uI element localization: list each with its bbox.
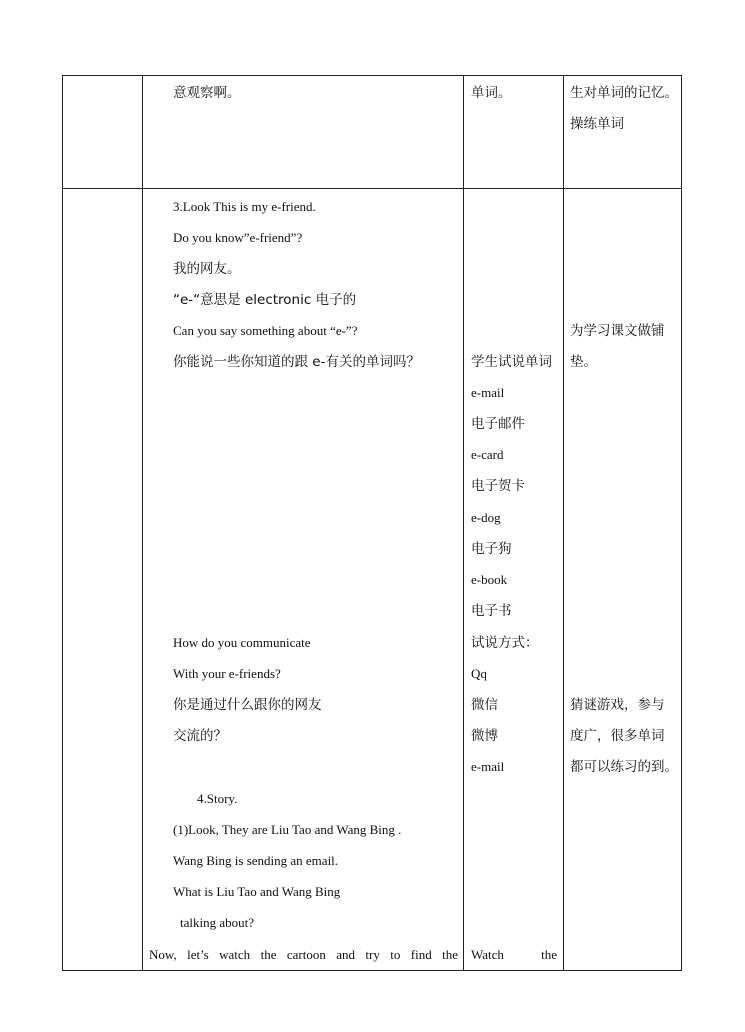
word: Now, [149,947,177,962]
row-divider [62,188,682,189]
student-last-line [471,946,557,964]
column-divider-2 [463,75,464,971]
activity-line: talking about? [180,915,255,930]
student-line: 微信 [471,697,498,713]
activity-line: 3.Look This is my e-friend. [173,199,316,214]
student-line: e-book [471,572,508,587]
activity-line: With your e-friends? [173,666,281,681]
student-line: Qq [471,666,487,681]
word: and [336,947,356,962]
row1-purpose-line1: 生对单词的记忆。 [570,85,678,101]
word: the [541,947,557,962]
word: try [365,947,380,962]
student-line: 电子贺卡 [471,478,525,494]
student-line: e-mail [471,385,505,400]
activity-line: Do you know”e-friend”? [173,230,303,245]
word: Watch [471,947,504,962]
purpose-line: 度广，很多单词 [570,728,665,744]
student-line: 学生试说单词 [471,354,552,370]
student-line: e-card [471,447,504,462]
activity-line: (1)Look, They are Liu Tao and Wang Bing . [173,822,402,837]
purpose-line: 猜谜游戏，参与 [570,697,665,713]
activity-line: 你能说一些你知道的跟 e-有关的单词吗？ [173,354,420,370]
activity-line: Wang Bing is sending an email. [173,853,339,868]
student-line: e-dog [471,510,501,525]
word: cartoon [286,947,326,962]
activity-line: “e-“意思是 electronic 电子的 [173,292,357,308]
activity-line: Can you say something about “e-”? [173,323,358,338]
column-divider-3 [563,75,564,971]
word: the [442,947,458,962]
student-line: 电子邮件 [471,416,525,432]
row1-purpose-line2: 操练单词 [570,116,624,132]
word: the [260,947,277,962]
row1-student-text: 单词。 [471,85,512,101]
student-line: 试说方式： [471,635,539,651]
word: to [390,947,401,962]
activity-line: 我的网友。 [173,261,241,277]
activity-line: 你是通过什么跟你的网友 [173,697,322,713]
purpose-line: 都可以练习的到。 [570,759,678,775]
column-divider-1 [142,75,143,971]
activity-line: 交流的？ [173,728,227,744]
purpose-line: 垫。 [570,354,597,370]
row1-activity-text: 意观察啊。 [173,85,241,101]
word: let’s [187,947,209,962]
student-line: e-mail [471,759,505,774]
activity-last-line [149,946,458,964]
student-line: 微博 [471,728,498,744]
activity-line: How do you communicate [173,635,311,650]
activity-line: What is Liu Tao and Wang Bing [173,884,341,899]
activity-line: 4.Story. [197,791,238,806]
student-line: 电子书 [471,603,512,619]
purpose-line: 为学习课文做铺 [570,323,665,339]
word: watch [219,947,251,962]
student-line: 电子狗 [471,541,512,557]
word: find [410,947,432,962]
